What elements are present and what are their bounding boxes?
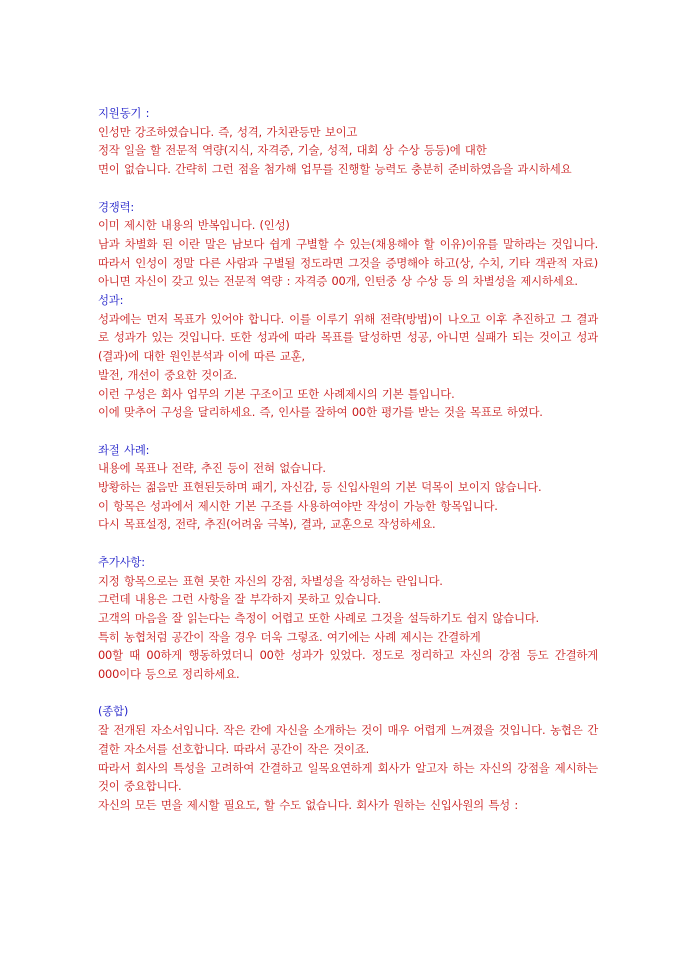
failure-line-2: 방황하는 젊음만 표현된듯하며 패기, 자신감, 등 신입사원의 기본 덕목이 보이지 않습니다.: [98, 480, 542, 495]
motivation-line-1: 인성만 강조하였습니다. 즉, 성격, 가치관등만 보이고: [98, 124, 358, 139]
motivation-line-2: 정작 일을 할 전문적 역량(지식, 자격증, 기술, 성적, 대회 상 수상 등등)에 대한: [98, 143, 487, 158]
failure-heading: 좌절 사례:: [98, 442, 150, 457]
additional-line-1: 지정 항목으로는 표현 못한 자신의 강점, 차별성을 작성하는 란입니다.: [98, 573, 443, 588]
failure-line-1: 내용에 목표나 전략, 추진 등이 전혀 없습니다.: [98, 461, 326, 476]
additional-line-3: 고객의 마음을 잘 읽는다는 측정이 어렵고 또한 사례로 그것을 설득하기도 쉽지 않습니다.: [98, 610, 539, 625]
motivation-heading: 지원동기 :: [98, 106, 150, 120]
failure-line-4: 다시 목표설정, 전략, 추진(어려움 극복), 결과, 교훈으로 작성하세요.: [98, 517, 436, 532]
additional-heading: 추가사항:: [98, 554, 145, 569]
summary-heading: (종합): [98, 704, 129, 719]
achievement-line-4: 이에 맞추어 구성을 달리하세요. 즉, 인사를 잘하여 00한 평가를 받는 것을 목표로 하였다.: [98, 405, 543, 420]
summary-line-1: 잘 전개된 자소서입니다. 작은 칸에 자신을 소개하는 것이 매우 어렵게 느껴졌을 것입니다. 농협은 간결한 자소서를 선호합니다. 따라서 공간이 작은 것이죠.: [98, 723, 598, 756]
summary-line-3: 자신의 모든 면을 제시할 필요도, 할 수도 없습니다. 회사가 원하는 신입사원의 특성 :: [98, 797, 519, 812]
summary-line-2: 따라서 회사의 특성을 고려하여 간결하고 일목요연하게 회사가 알고자 하는 자신의 강점을 제시하는 것이 중요합니다.: [98, 760, 598, 794]
competitiveness-heading: 경쟁력:: [98, 199, 135, 214]
failure-line-3: 이 항목은 성과에서 제시한 기본 구조를 사용하여야만 작성이 가능한 항목입니다.: [98, 498, 498, 513]
competitiveness-line-1: 이미 제시한 내용의 반복입니다. (인성): [98, 218, 290, 233]
competitiveness-line-2: 남과 차별화 된 이란 말은 남보다 쉽게 구별할 수 있는(채용해야 할 이유)이유를 말하라는 것입니다. 따라서 인성이 정말 다른 사람과 구별될 정도라면 그것을 증명해야 하고(상, 수치, 기타 객관적 자료) 아니면 자신이 갖고 있는 전문적 역량 : 자격증 00개, 인턴중 상 수상 등 의 차별성을 제시하세요.: [98, 236, 598, 289]
achievement-heading: 성과:: [98, 293, 124, 308]
document-content: [98, 104, 598, 815]
additional-line-2: 그런데 내용은 그런 사항을 잘 부각하지 못하고 있습니다.: [98, 592, 381, 607]
achievement-line-1: 성과에는 먼저 목표가 있어야 합니다. 이를 이루기 위해 전략(방법)이 나오고 이후 추진하고 그 결과로 성과가 있는 것입니다. 또한 성과에 따라 목표를 달성하면 성공, 아니면 실패가 되는 것이고 성과(결과)에 대한 원인분석과 이에 따른 교훈,: [98, 311, 598, 364]
achievement-line-2: 발전, 개선이 중요한 것이죠.: [98, 367, 237, 382]
additional-line-5: 00할 때 00하게 행동하였더니 00한 성과가 있었다. 정도로 정리하고 자신의 강점 등도 간결하게 000이다 등으로 정리하세요.: [98, 648, 598, 682]
additional-line-4: 특히 농협처럼 공간이 작을 경우 더욱 그렇죠. 여기에는 사례 제시는 간결하게: [98, 629, 481, 644]
motivation-line-3: 면이 없습니다. 간략히 그런 점을 첨가해 업무를 진행할 능력도 충분히 준비하였음을 과시하세요: [98, 162, 572, 177]
achievement-line-3: 이런 구성은 회사 업무의 기본 구조이고 또한 사례제시의 기본 틀입니다.: [98, 386, 455, 401]
